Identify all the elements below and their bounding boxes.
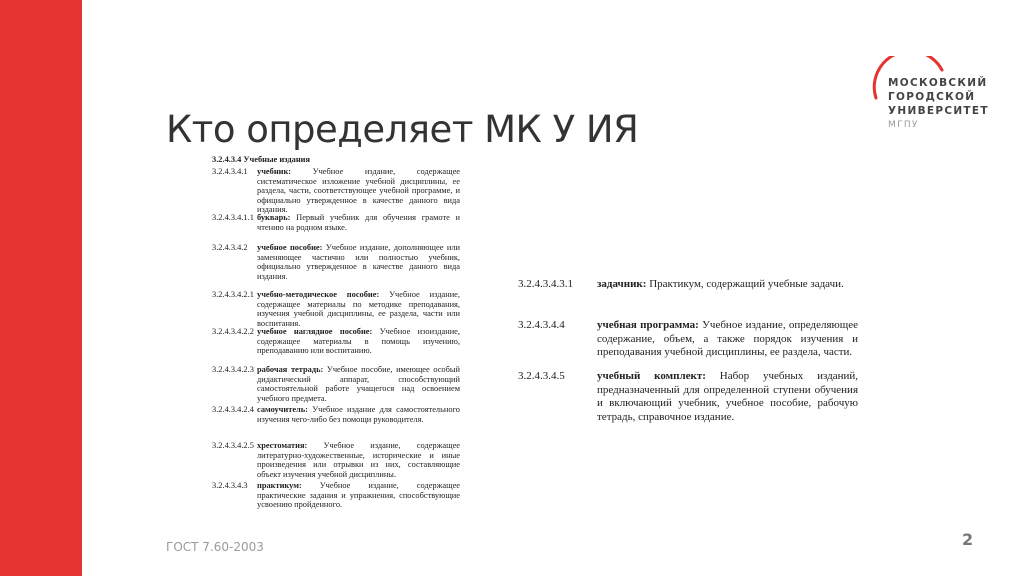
entry-term: учебное пособие: <box>257 243 323 252</box>
entry-text <box>257 167 460 215</box>
entry-number: 3.2.4.3.4.2.1 <box>212 290 254 299</box>
entry-definition: Учебное издание, содержащее практические задания и упражнения, способствующие усвоению пройденного. <box>257 481 460 510</box>
entry-definition: Практикум, содержащий учебные задачи. <box>646 278 844 290</box>
entry-text <box>257 405 460 424</box>
entry-definition: Учебное изоиздание, содержащее материалы в помощь изучению, преподаванию или воспитанию. <box>257 327 460 356</box>
entry-number: 3.2.4.3.4.2.5 <box>212 441 254 450</box>
entry-term: букварь: <box>257 213 291 222</box>
entry-number: 3.2.4.3.4.5 <box>518 370 565 382</box>
university-logo <box>866 56 989 136</box>
entry-definition: Учебное издание, содержащее материалы по методике преподавания, изучения учебной дисциплины, ее раздела, части или воспитания. <box>257 290 460 328</box>
footer-source: ГОСТ 7.60-2003 <box>166 540 264 554</box>
logo-line: УНИВЕРСИТЕТ <box>888 105 989 117</box>
entry-text <box>597 319 858 360</box>
entry-number: 3.2.4.3.4.2.2 <box>212 327 254 336</box>
entry-number: 3.2.4.3.4.2.3 <box>212 365 254 374</box>
entry-text <box>257 243 460 281</box>
entry-number: 3.2.4.3.4.3 <box>212 481 248 490</box>
entry-text <box>257 441 460 479</box>
logo-line: ГОРОДСКОЙ <box>888 91 976 103</box>
logo-line: МОСКОВСКИЙ <box>888 77 988 89</box>
entry-number: 3.2.4.3.4.1.1 <box>212 213 254 222</box>
logo-line: МГПУ <box>888 120 919 130</box>
entry-definition: Учебное издание для самостоятельного изучения чего-либо без помощи руководителя. <box>257 405 460 424</box>
entry-number: 3.2.4.3.4.4 <box>518 319 565 331</box>
entry-definition: Набор учебных изданий, предназначенный для определенной ступени обучения и включающий учебник, учебное пособие, рабочую тетрадь, справочное издание. <box>597 370 858 423</box>
entry-text <box>597 370 858 424</box>
entry-term: учебный комплект: <box>597 370 706 382</box>
entry-term: хрестоматия: <box>257 441 308 450</box>
entry-number: 3.2.4.3.4.2 <box>212 243 248 252</box>
entry-term: учебник: <box>257 167 292 176</box>
entry-definition: Учебное издание, дополняющее или заменяющее частично или полностью учебник, официально утвержденное в качестве данного вида издания. <box>257 243 461 281</box>
entry-text <box>597 278 858 292</box>
entry-number: 3.2.4.3.4.3.1 <box>518 278 573 290</box>
entry-text <box>257 365 460 403</box>
entry-definition: Учебное пособие, имеющее особый дидактический аппарат, способствующий самостоятельной работе учащегося над освоением учебного предмета. <box>257 365 460 403</box>
entry-definition: Учебное издание, определяющее содержание, объем, а также порядок изучения и преподавания учебной дисциплины, ее раздела, части. <box>597 319 858 359</box>
entry-definition: Первый учебник для обучения грамоте и чтению на родном языке. <box>257 213 460 232</box>
entry-term: рабочая тетрадь: <box>257 365 324 374</box>
entry-term: учебно-методическое пособие: <box>257 290 380 299</box>
slide-title: Кто определяет МК У ИЯ <box>166 108 639 151</box>
entry-term: задачник: <box>597 278 647 290</box>
entry-number: 3.2.4.3.4.2.4 <box>212 405 254 414</box>
entry-text <box>257 327 460 356</box>
entry-text <box>257 213 460 232</box>
entry-term: практикум: <box>257 481 302 490</box>
entry-definition: Учебное издание, содержащее систематическое изложение учебной дисциплины, ее раздела, части, соответствующее учебной программе, и официально утвержденное в качестве данного вида издания. <box>257 167 460 215</box>
section-heading: 3.2.4.3.4 Учебные издания <box>212 155 311 164</box>
entry-number: 3.2.4.3.4.1 <box>212 167 248 176</box>
entry-term: учебное наглядное пособие: <box>257 327 373 336</box>
entry-text <box>257 481 460 510</box>
entry-term: учебная программа: <box>597 319 699 331</box>
page-number: 2 <box>962 530 974 549</box>
entry-text <box>257 290 460 328</box>
accent-bar <box>0 0 82 576</box>
entry-term: самоучитель: <box>257 405 308 414</box>
entry-definition: Учебное издание, содержащее литературно-художественные, исторические и иные произведения или отрывки из них, составляющие объект изучения учебной дисциплины. <box>257 441 460 479</box>
